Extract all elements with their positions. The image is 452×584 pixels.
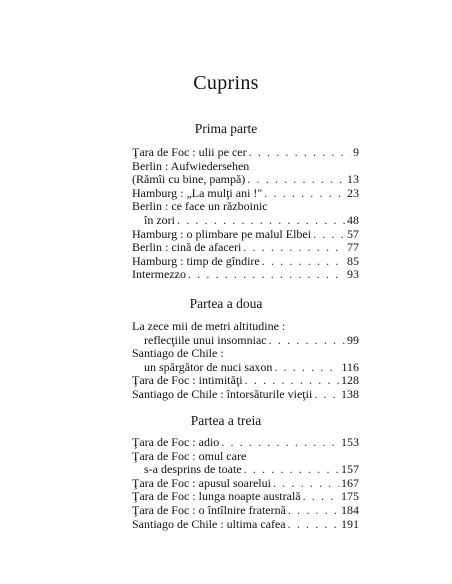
toc-entry <box>132 173 359 187</box>
toc-entry <box>132 320 359 334</box>
toc-entry-title: reflecţiile unui insomniac <box>144 332 267 347</box>
toc-entry <box>132 504 359 518</box>
toc-entry-title: Hamburg : o plimbare pe malul Elbei <box>132 226 312 241</box>
dot-leader <box>271 477 339 491</box>
toc-entry-title: Hamburg : timp de gîndire <box>132 253 260 268</box>
toc-entry-page: 116 <box>341 359 359 374</box>
toc-entry-title: în zori <box>144 212 175 227</box>
toc-entry-title: Berlin : Aufwiedersehen <box>132 158 250 173</box>
toc-entry <box>132 228 359 242</box>
toc-entry-page: 9 <box>353 145 359 159</box>
toc-entry-page: 138 <box>341 386 359 401</box>
dot-leader <box>301 490 339 504</box>
dot-leader <box>272 361 339 375</box>
toc-entry <box>132 518 359 532</box>
toc-entry-page: 175 <box>341 489 359 504</box>
toc-entry <box>132 490 359 504</box>
toc-entry-page: 57 <box>347 226 359 241</box>
toc-entry-title: Ţara de Foc : adio <box>132 435 220 449</box>
toc-entry <box>132 436 359 450</box>
dot-leader <box>245 173 345 187</box>
toc-entry <box>132 347 359 361</box>
page-title: Cuprins <box>193 72 259 94</box>
toc-entry <box>132 361 359 375</box>
toc-entry-page: 157 <box>341 462 359 477</box>
toc-entry-title: Ţara de Foc : apusul soarelui <box>132 475 271 490</box>
toc-entry <box>132 255 359 269</box>
toc-entry-page: 93 <box>347 267 359 282</box>
dot-leader <box>286 504 339 518</box>
toc-entry <box>132 200 359 214</box>
toc-entry <box>132 146 359 160</box>
dot-leader <box>267 334 345 348</box>
toc-entry-page: 23 <box>347 185 359 200</box>
toc-entry <box>132 463 359 477</box>
dot-leader <box>219 436 339 450</box>
toc-entry <box>132 187 359 201</box>
toc-entry-page: 77 <box>347 240 359 255</box>
toc-entry-title: Ţara de Foc : o întîlnire fraternă <box>132 502 286 517</box>
toc-entry-title: La zece mii de metri altitudine : <box>132 319 286 333</box>
section-title-part-2: Partea a doua <box>189 296 263 311</box>
toc-entry-page: 85 <box>347 253 359 268</box>
toc-entry-title: Ţara de Foc : lunga noapte australă <box>132 489 301 504</box>
toc-entry-title: Hamburg : „La mulţi ani !" <box>132 185 263 200</box>
toc-part-2 <box>132 320 359 402</box>
toc-entry-title: un spărgător de nuci saxon <box>144 359 273 374</box>
section-title-part-3: Partea a treia <box>190 413 262 428</box>
toc-entry-title: s-a desprins de toate <box>144 462 242 477</box>
toc-entry-title: Ţara de Foc : intimităţi <box>132 373 243 388</box>
toc-entry-title: (Rămîi cu bine, pampă) <box>132 172 246 187</box>
toc-part-1 <box>132 146 359 282</box>
toc-entry <box>132 477 359 491</box>
dot-leader <box>262 187 345 201</box>
toc-entry <box>132 268 359 282</box>
toc-entry <box>132 388 359 402</box>
dot-leader <box>243 374 339 388</box>
toc-entry-page: 167 <box>341 475 359 490</box>
toc-entry-title: Santiago de Chile : întorsăturile vieţii <box>132 386 313 401</box>
toc-entry-title: Ţara de Foc : ulii pe cer <box>132 145 247 159</box>
dot-leader <box>186 268 345 282</box>
toc-entry-page: 13 <box>347 172 359 187</box>
toc-entry-title: Berlin : ce face un războinic <box>132 199 268 214</box>
dot-leader <box>312 388 339 402</box>
dot-leader <box>286 518 339 532</box>
toc-entry-title: Intermezzo <box>132 267 186 282</box>
dot-leader <box>311 228 345 242</box>
section-title-part-1: Prima parte <box>194 121 258 136</box>
toc-entry-page: 184 <box>341 502 359 517</box>
dot-leader <box>241 241 345 255</box>
toc-part-3 <box>132 436 359 531</box>
toc-entry-title: Santiago de Chile : ultima cafea <box>132 516 286 531</box>
toc-entry-page: 128 <box>341 373 359 388</box>
toc-entry <box>132 334 359 348</box>
toc-entry-page: 99 <box>347 332 359 347</box>
dot-leader <box>247 146 351 160</box>
toc-entry <box>132 374 359 388</box>
toc-entry <box>132 160 359 174</box>
toc-entry <box>132 241 359 255</box>
dot-leader <box>260 255 345 269</box>
toc-entry <box>132 450 359 464</box>
toc-entry-title: Ţara de Foc : omul care <box>132 448 247 463</box>
dot-leader <box>175 214 345 228</box>
toc-entry-page: 191 <box>341 516 359 531</box>
toc-entry <box>132 214 359 228</box>
toc-entry-title: Santiago de Chile : <box>132 346 224 361</box>
toc-entry-title: Berlin : cină de afaceri <box>132 240 242 255</box>
toc-entry-page: 153 <box>341 435 359 449</box>
dot-leader <box>242 463 339 477</box>
toc-entry-page: 48 <box>347 212 359 227</box>
